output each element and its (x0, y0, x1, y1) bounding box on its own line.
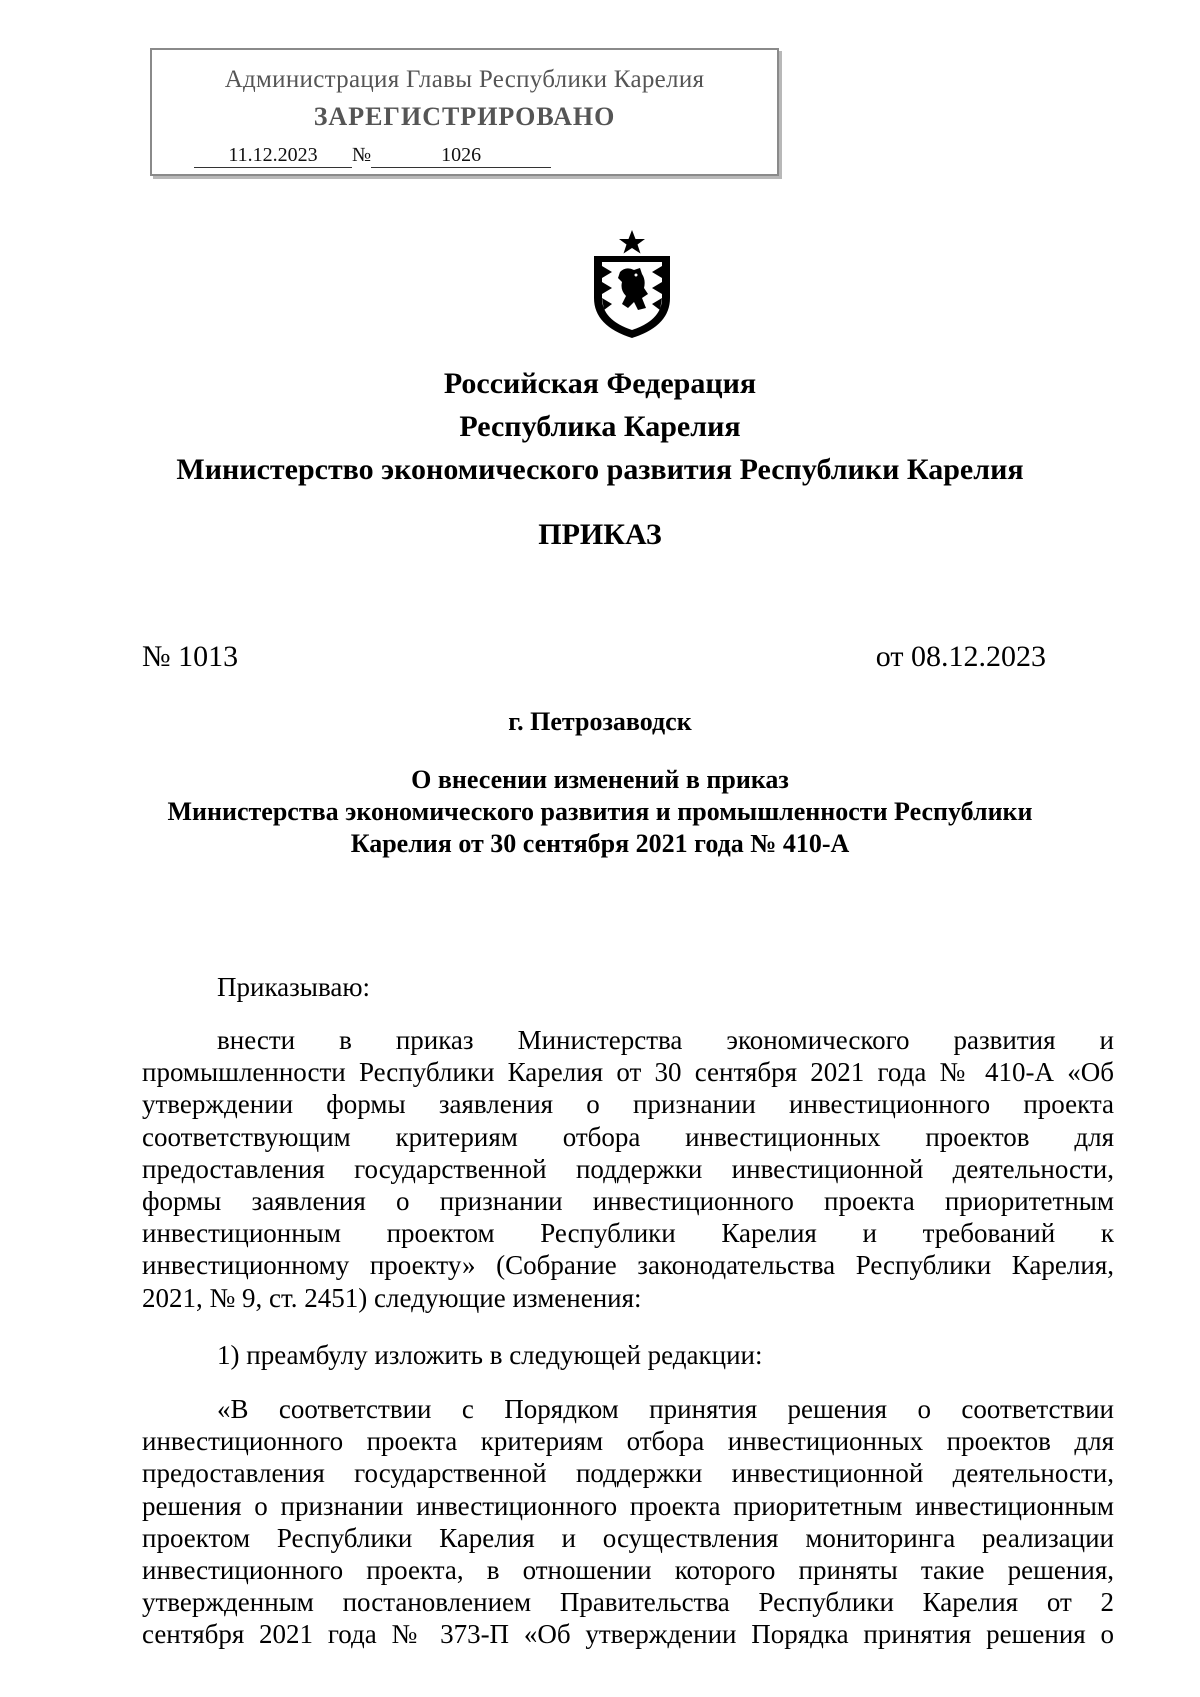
paragraph-line: утвержденным постановлением Правительства Республики Карелия от 2 (142, 1587, 1114, 1618)
paragraph-line: инвестиционному проекту» (Собрание законодательства Республики Карелия, (142, 1250, 1114, 1281)
paragraph-2 (142, 1393, 1114, 1651)
header-country: Российская Федерация (443, 367, 757, 400)
paragraph-line: решения о признании инвестиционного проекта приоритетным инвестиционным (142, 1490, 1114, 1521)
paragraph-line: формы заявления о признании инвестиционного проекта приоритетным (142, 1185, 1114, 1216)
paragraph-line: предоставления государственной поддержки инвестиционной деятельности, (142, 1458, 1114, 1489)
stamp-number-sign: № (352, 144, 372, 166)
paragraph-line: «В соответствии с Порядком принятия решения о соответствии (217, 1394, 1114, 1424)
paragraph-line: сентября 2021 года № 373-П «Об утверждении Порядка принятия решения о (142, 1619, 1114, 1650)
header-republic: Республика Карелия (459, 410, 741, 443)
paragraph-line: инвестиционным проектом Республики Карелия и требований к (142, 1218, 1114, 1249)
stamp-number: 1026 (371, 144, 551, 168)
stamp-date: 11.12.2023 (194, 144, 352, 168)
stamp-organization: Администрация Главы Республики Карелия (224, 66, 705, 93)
paragraph-line: 2021, № 9, ст. 2451) следующие изменения: (142, 1282, 642, 1313)
document-type: ПРИКАЗ (538, 518, 662, 551)
order-number: № 1013 (142, 640, 239, 673)
subject-line: Карелия от 30 сентября 2021 года № 410-А (350, 829, 850, 858)
order-date: от 08.12.2023 (875, 640, 1046, 673)
paragraph-line: инвестиционного проекта, в отношении которого приняты такие решения, (142, 1554, 1114, 1585)
item-1 (142, 1339, 1114, 1371)
registration-stamp (150, 48, 779, 176)
karelia-coat-of-arms-icon (586, 228, 678, 340)
paragraph-line: утверждении формы заявления о признании инвестиционного проекта (142, 1089, 1114, 1120)
intro-text: Приказываю: (217, 972, 370, 1002)
item-line: 1) преамбулу изложить в следующей редакции: (217, 1340, 763, 1370)
paragraph-line: промышленности Республики Карелия от 30 сентября 2021 года № 410-А «Об (142, 1057, 1114, 1088)
paragraph-line: предоставления государственной поддержки инвестиционной деятельности, (142, 1153, 1114, 1184)
paragraph-line: проектом Республики Карелия и осуществления мониторинга реализации (142, 1522, 1114, 1553)
paragraph-line: внести в приказ Министерства экономического развития и (217, 1025, 1114, 1055)
stamp-status: ЗАРЕГИСТРИРОВАНО (313, 102, 616, 131)
stamp-registration-line (194, 144, 551, 168)
order-city: г. Петрозаводск (508, 707, 692, 736)
subject-line: Министерства экономического развития и промышленности Республики (167, 797, 1033, 826)
paragraph-line: соответствующим критериям отбора инвестиционных проектов для (142, 1121, 1114, 1152)
order-subject (0, 764, 1200, 860)
paragraph-1 (142, 1024, 1114, 1314)
subject-line: О внесении изменений в приказ (411, 765, 789, 794)
header-ministry: Министерство экономического развития Республики Карелия (176, 453, 1024, 486)
paragraph-line: инвестиционного проекта критериям отбора инвестиционных проектов для (142, 1426, 1114, 1457)
